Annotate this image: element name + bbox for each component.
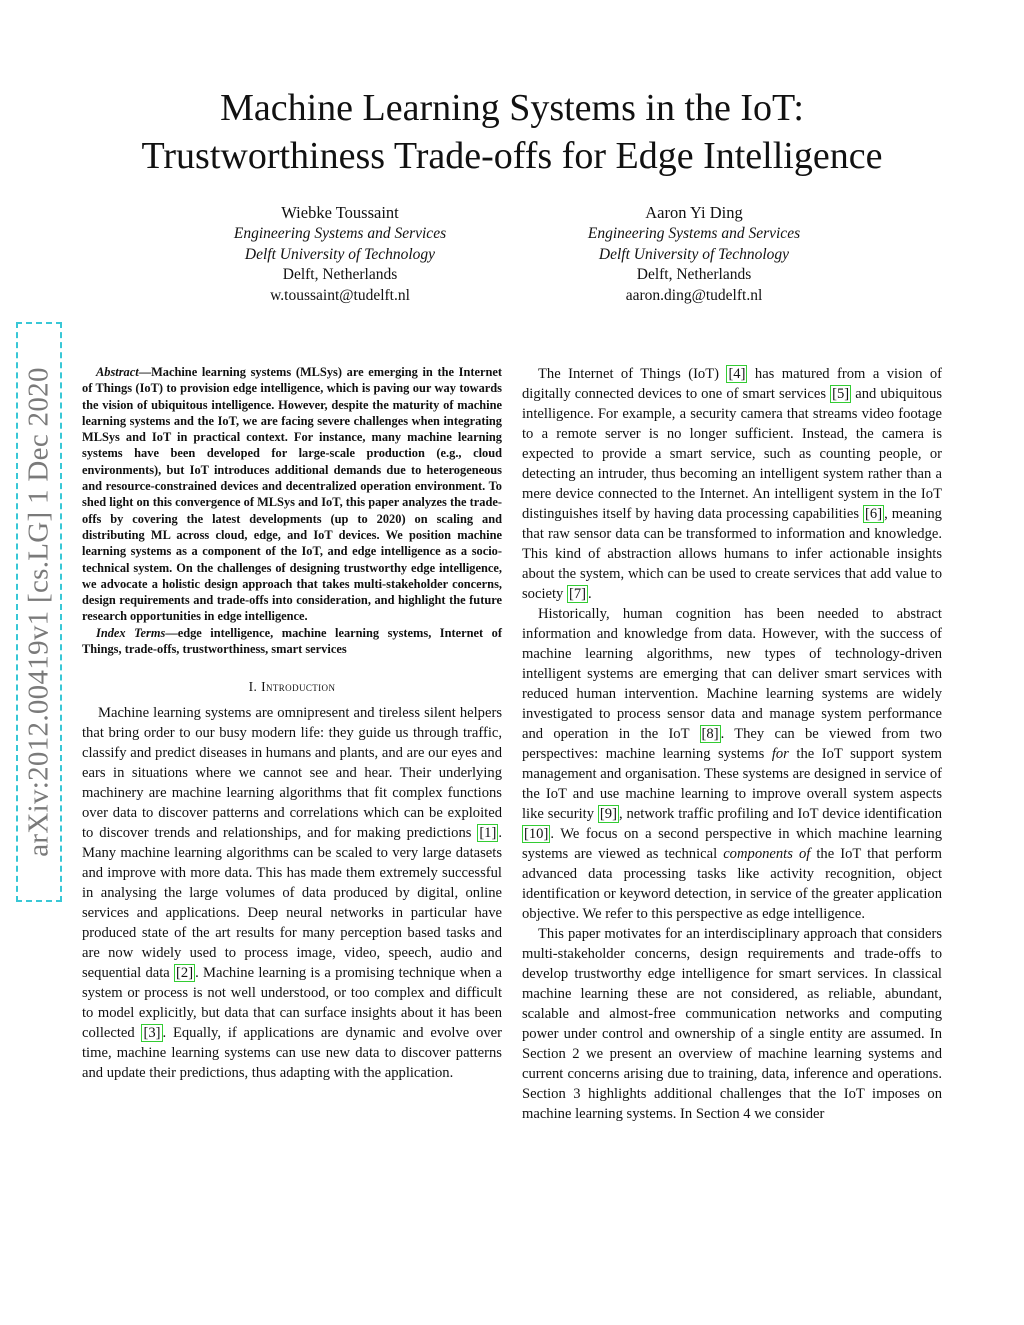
index-terms-text: —edge intelligence, machine learning systems, Internet of Things, trade-offs, trustworthiness, smart services: [82, 625, 502, 657]
author-email: w.toussaint@tudelft.nl: [270, 286, 410, 304]
author-location: Delft, Netherlands: [636, 266, 752, 283]
abstract-text: —Machine learning systems (MLSys) are emerging in the Internet of Things (IoT) to provision edge intelligence, which is paving our way towards the vision of ubiquitous intelligence. However, despite the maturity of machine learning systems and the IoT, we are facing severe challenges when integrating MLSys and IoT in practical context. For instance, many machine learning systems have been developed for large-scale production (e.g., cloud environments), but IoT introduces additional demands due to heterogeneous and resource-constrained devices and decentralized operation environment. To shed light on this convergence of MLSys and IoT, this paper analyzes the trade-offs by covering the latest developments (up to 2020) on scaling and distributing ML across cloud, edge, and IoT devices. We position machine learning systems as a component of the IoT, and edge intelligence as a socio-technical system. On the challenges of designing trustworthy edge intelligence, we advocate a holistic design approach that takes multi-stakeholder concerns, design requirements and trade-offs into consideration, and highlight the future research opportunities in edge intelligence.: [82, 365, 502, 624]
left-column: [82, 364, 502, 1083]
author-university: Delft University of Technology: [598, 245, 790, 263]
citation-link[interactable]: [6]: [865, 506, 883, 522]
author-name: Wiebke Toussaint: [281, 203, 399, 222]
intro-paragraph-4: This paper motivates for an interdisciplinary approach that considers multi-stakeholder concerns, design requirements and trade-offs to develop trustworthy edge intelligence for smart services. In classical machine learning these are not considered, as reliable, abundant, scalable and almost-free communication networks and computing power under control and ownership of a single entity are assumed. In Section 2 we present an overview of machine learning systems and current concerns arising due to training, data, inference and operations. Section 3 highlights additional challenges that the IoT imposes on machine learning systems. In Section 4 we consider: [522, 926, 942, 1122]
index-terms-label: Index Terms: [96, 625, 166, 640]
citation-link[interactable]: [7]: [569, 586, 587, 602]
abstract: [82, 364, 502, 657]
abstract-label: Abstract: [96, 365, 139, 379]
author-name: Aaron Yi Ding: [645, 203, 743, 222]
title-line-2: Trustworthiness Trade-offs for Edge Intelligence: [141, 135, 883, 177]
intro-paragraph-2: The Internet of Things (IoT) [4] has matured from a vision of digitally connected devices to one of smart services [5] and ubiquitous intelligence. For example, a security camera that streams video footage to a remote server is no longer sufficient. Instead, the camera is expected to provide a smart service, such as counting people, or detecting an intruder, thus becoming an intelligent system rather than a mere device connected to the Internet. An intelligent system in the IoT distinguishes itself by having data processing capabilities [6] , meaning that raw sensor data can be transformed to information and knowledge. This kind of abstraction allows humans to infer actionable insights about the system, which can be used to create services that add value to society [7] .: [522, 366, 942, 602]
author-location: Delft, Netherlands: [282, 266, 398, 283]
citation-link[interactable]: [2]: [176, 965, 194, 982]
citation-link[interactable]: [4]: [728, 366, 746, 382]
author-dept: Engineering Systems and Services: [233, 225, 447, 242]
citation-link[interactable]: [1]: [479, 825, 497, 842]
arxiv-identifier-box[interactable]: [16, 322, 62, 902]
citation-link[interactable]: [3]: [143, 1025, 161, 1042]
right-column: [522, 364, 942, 1124]
intro-paragraph-3: Historically, human cognition has been needed to abstract information and knowledge from data. However, with the success of machine learning algorithms, new types of technology-driven intelligent systems are emerging that can deliver smart services with reduced human intervention. Machine learning systems are widely investigated to process sensor data and manage system performance and operation in the IoT [8] . They can be viewed from two perspectives: machine learning systems for the IoT support system management and organisation. These systems are designed in service of the IoT and use machine learning to improve overall system aspects like security [9] , network traffic profiling and IoT device identification [10] . We focus on a second perspective in which machine learning systems are viewed as technical components of the IoT that perform advanced data processing tasks like activity recognition, object identification or keyword detection, in service of the greater application objective. We refer to this perspective as edge intelligence.: [522, 606, 942, 922]
author-block-2: [524, 202, 864, 306]
citation-link[interactable]: [10]: [524, 826, 549, 842]
title-line-1: Machine Learning Systems in the IoT:: [220, 87, 804, 129]
section-heading-introduction: I. Introduction: [248, 679, 336, 695]
citation-link[interactable]: [9]: [599, 806, 617, 822]
author-block-1: [170, 202, 510, 306]
author-university: Delft University of Technology: [244, 245, 436, 263]
arxiv-identifier: arXiv:2012.00419v1 [cs.LG] 1 Dec 2020: [22, 367, 55, 857]
citation-link[interactable]: [5]: [832, 386, 850, 402]
emphasis: components of: [723, 846, 811, 862]
intro-paragraph-1: Machine learning systems are omnipresent and tireless silent helpers that bring order to our busy modern life: they guide us through traffic, classify and predict diseases in humans and plants, and are our eyes and ears in situations where we cannot see and hear. Their underlying machinery are machine learning algorithms that fit complex functions over data to discover patterns and correlations which can be exploited to discover trends and relationships, and for making predictions [1] . Many machine learning algorithms can be scaled to very large datasets and improve with more data. This has made them extremely successful in analysing the large volumes of data produced by digital, online services and applications. Deep neural networks in particular have produced state of the art results for many perception based tasks and are now widely used to process image, video, speech, audio and sequential data [2] . Machine learning is a promising technique when a system or process is not well understood, or too complex and difficult to model explicitly, but data that can surface insights about it has been collected [3] . Equally, if applications are dynamic and evolve over time, machine learning systems can use new data to discover patterns and update their predictions, thus adapting with the application.: [82, 705, 502, 1082]
emphasis: for: [771, 746, 789, 762]
paper-title: [0, 84, 1024, 180]
citation-link[interactable]: [8]: [701, 726, 719, 742]
author-email: aaron.ding@tudelft.nl: [625, 286, 763, 304]
author-dept: Engineering Systems and Services: [587, 225, 801, 242]
